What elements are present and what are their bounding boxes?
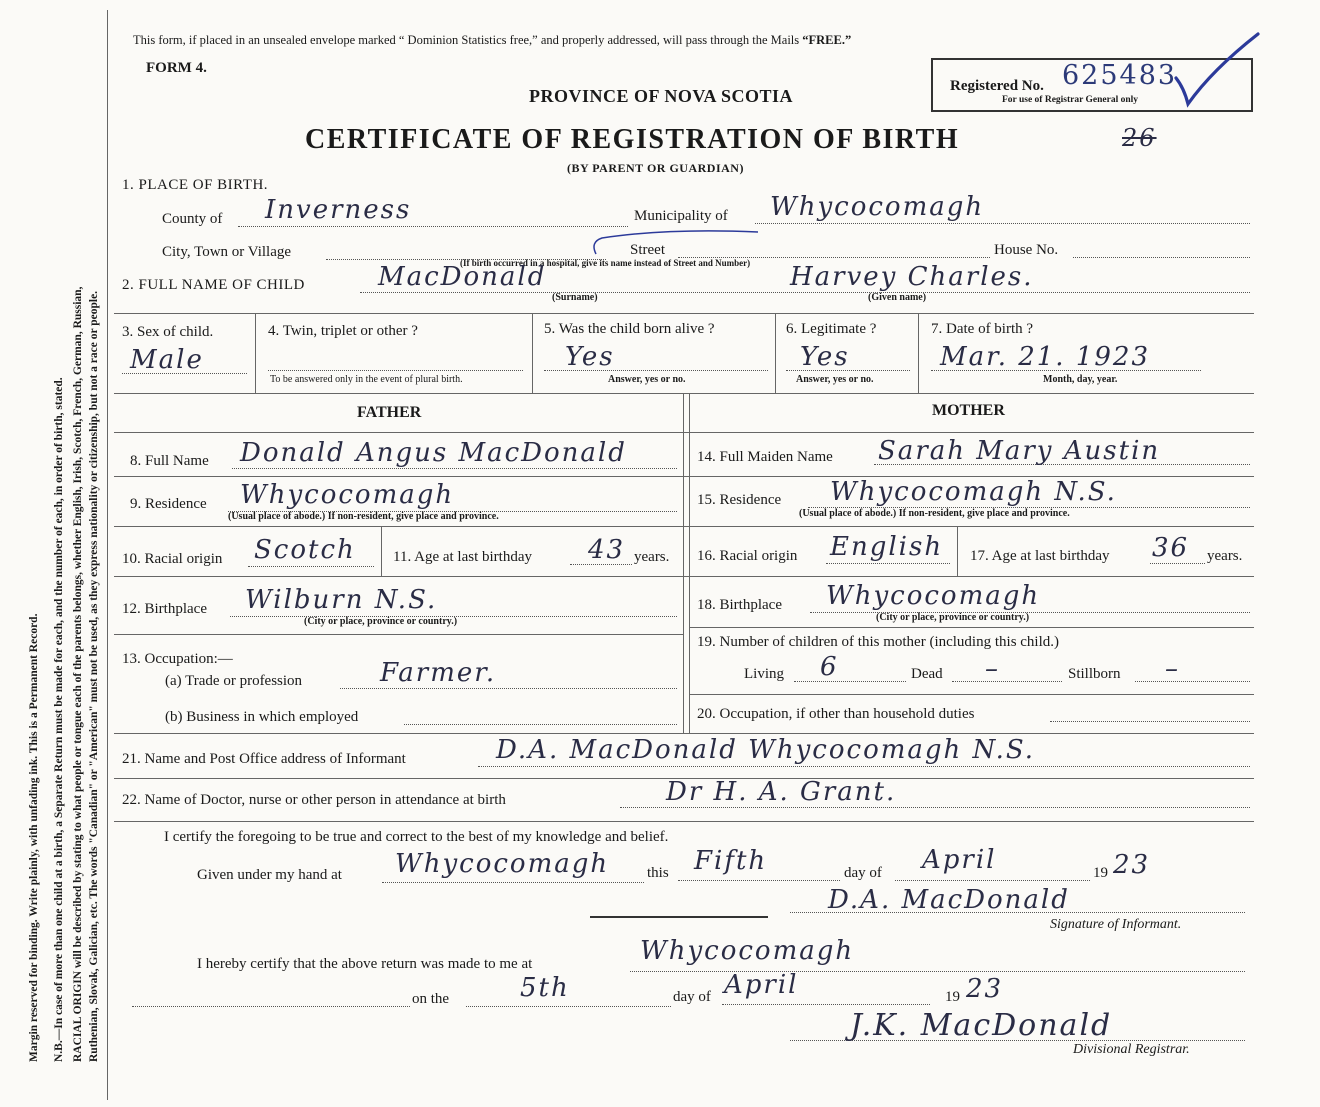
- col-divider-3: [255, 313, 256, 393]
- margin-note-2: N.B.—In case of more than one child at a birth, a Separate Return must be made for each, and the number of each, in order of birth, stated.: [53, 377, 65, 1062]
- mail-note: [133, 33, 851, 48]
- divider-row-10: [114, 576, 1254, 577]
- mother-racial-value: English: [830, 532, 944, 562]
- father-residence-label: 9. Residence: [130, 496, 207, 512]
- dead-line: [952, 681, 1062, 682]
- living-value: 6: [820, 652, 839, 682]
- registrar-dayof-label: day of: [673, 989, 711, 1005]
- children-label: 19. Number of children of this mother (including this child.): [697, 634, 1060, 650]
- mother-residence-label: 15. Residence: [697, 492, 782, 508]
- mother-years-label: years.: [1207, 548, 1243, 564]
- parent-divider-inner: [689, 393, 690, 733]
- col-divider-6: [918, 313, 919, 393]
- dob-value: Mar. 21. 1923: [940, 342, 1151, 372]
- divider-row-22: [114, 821, 1254, 822]
- given-place-value: Whycocomagh: [395, 849, 610, 879]
- given-day-line: [678, 880, 840, 881]
- place-of-birth-label: 1. PLACE OF BIRTH.: [122, 177, 269, 193]
- province-heading: PROVINCE OF NOVA SCOTIA: [529, 86, 794, 106]
- informant-signature-caption: Signature of Informant.: [1050, 917, 1182, 932]
- margin-note-3: RACIAL ORIGIN will be described by stating to what people or tongue each of the parents belongs, whether English, Irish, Scotch, French, German, Russian,: [72, 286, 84, 1062]
- mother-residence-value: Whycocomagh N.S.: [830, 477, 1117, 507]
- father-residence-note: (Usual place of abode.) If non-resident, give place and province.: [228, 511, 499, 522]
- binding-margin-rule: [107, 10, 108, 1100]
- mother-age-label: 17. Age at last birthday: [970, 548, 1110, 564]
- given-month-value: April: [922, 845, 997, 875]
- informant-line: [478, 766, 1250, 767]
- page-title: CERTIFICATE OF REGISTRATION OF BIRTH: [305, 124, 960, 155]
- registrar-signature: J.K. MacDonald: [850, 1008, 1113, 1043]
- occupation-label: 13. Occupation:—: [122, 651, 233, 667]
- mother-col-divider: [957, 526, 958, 576]
- father-residence-value: Whycocomagh: [240, 480, 455, 510]
- this-label: this: [647, 865, 669, 881]
- given-year-suffix: 23: [1113, 850, 1151, 880]
- legitimate-label: 6. Legitimate ?: [786, 321, 877, 337]
- registrar-place-value: Whycocomagh: [640, 936, 855, 966]
- registrar-place-line: [630, 971, 1245, 972]
- registrar-year-prefix: 19: [945, 989, 960, 1005]
- father-birthplace-note: (City or place, province or country.): [304, 616, 458, 627]
- business-line: [404, 724, 677, 725]
- father-heading: FATHER: [357, 404, 422, 421]
- divider-row-18-right: [689, 627, 1254, 628]
- doctor-value: Dr H. A. Grant.: [666, 777, 897, 807]
- twin-note: To be answered only in the event of plural birth.: [270, 374, 463, 385]
- on-the-label: on the: [412, 991, 450, 1007]
- twin-label: 4. Twin, triplet or other ?: [268, 323, 418, 339]
- stillborn-value: –: [1165, 654, 1180, 684]
- sex-value: Male: [130, 345, 204, 375]
- trade-label: (a) Trade or profession: [165, 673, 303, 689]
- given-place-line: [382, 882, 644, 883]
- registrar-caption: Divisional Registrar.: [1073, 1042, 1190, 1057]
- registrar-year-suffix: 23: [966, 974, 1004, 1004]
- sex-label: 3. Sex of child.: [122, 324, 214, 340]
- divider-parents-bottom: [114, 733, 1254, 734]
- registrar-month-line: [722, 1004, 930, 1005]
- mother-birthplace-note: (City or place, province or country.): [876, 612, 1030, 623]
- father-racial-line: [248, 566, 374, 567]
- mail-note-text: This form, if placed in an unsealed envelope marked “ Dominion Statistics free,” and properly addressed, will pass through the Mails: [133, 33, 800, 47]
- child-given-name: Harvey Charles.: [790, 262, 1034, 292]
- doctor-label: 22. Name of Doctor, nurse or other person in attendance at birth: [122, 792, 506, 808]
- twin-line: [268, 370, 523, 371]
- divider-row-9: [114, 526, 1254, 527]
- margin-note-1: Margin reserved for binding. Write plainly, with unfading ink. This is a Permanent Record.: [28, 613, 40, 1062]
- given-year-prefix: 19: [1093, 865, 1108, 881]
- municipality-line: [755, 223, 1250, 224]
- given-under-label: Given under my hand at: [197, 867, 342, 883]
- informant-value: D.A. MacDonald Whycocomagh N.S.: [496, 735, 1036, 765]
- county-label: County of: [162, 211, 223, 227]
- father-birthplace-value: Wilburn N.S.: [245, 585, 438, 615]
- registrar-month-value: April: [724, 970, 799, 1000]
- mother-racial-label: 16. Racial origin: [697, 548, 798, 564]
- registrar-statement: I hereby certify that the above return was made to me at: [197, 956, 533, 972]
- legitimate-note: Answer, yes or no.: [796, 374, 874, 385]
- surname-caption: (Surname): [552, 292, 598, 303]
- registrar-day-line: [466, 1006, 671, 1007]
- stillborn-line: [1135, 681, 1250, 682]
- legitimate-value: Yes: [800, 342, 850, 372]
- father-name-line: [232, 468, 677, 469]
- house-label: House No.: [994, 242, 1059, 258]
- alive-note: Answer, yes or no.: [608, 374, 686, 385]
- mother-birthplace-label: 18. Birthplace: [697, 597, 782, 613]
- mother-age-line: [1150, 563, 1205, 564]
- county-line: [238, 226, 628, 227]
- heading-divider: [114, 432, 1254, 433]
- municipality-label: Municipality of: [634, 208, 728, 224]
- alive-label: 5. Was the child born alive ?: [544, 321, 715, 337]
- mother-name-label: 14. Full Maiden Name: [697, 449, 833, 465]
- dead-label: Dead: [911, 666, 943, 682]
- given-month-line: [895, 880, 1090, 881]
- mail-note-free: “FREE.”: [802, 33, 852, 47]
- mother-racial-line: [826, 563, 950, 564]
- informant-signature: D.A. MacDonald: [828, 885, 1070, 915]
- father-col-divider: [381, 526, 382, 576]
- doctor-line: [620, 807, 1250, 808]
- col-divider-4: [532, 313, 533, 393]
- registrar-use-note: For use of Registrar General only: [1002, 95, 1139, 105]
- stillborn-label: Stillborn: [1068, 666, 1121, 682]
- margin-note-4: Ruthenian, Slovak, Galician, etc. The words "Canadian" or "American" must not be used, as they express nationality or citizenship, but not a race or people.: [88, 290, 100, 1062]
- alive-value: Yes: [565, 342, 615, 372]
- father-racial-label: 10. Racial origin: [122, 551, 223, 567]
- living-label: Living: [744, 666, 784, 682]
- street-label: Street: [630, 242, 665, 258]
- child-name-label: 2. FULL NAME OF CHILD: [122, 277, 305, 293]
- mother-occupation-label: 20. Occupation, if other than household duties: [697, 706, 975, 722]
- registrar-day-value: 5th: [520, 973, 570, 1003]
- dayof-label: day of: [844, 865, 882, 881]
- trade-line: [340, 688, 677, 689]
- pen-stroke-mark: [588, 228, 768, 258]
- col-divider-5: [775, 313, 776, 393]
- mother-residence-note: (Usual place of abode.) If non-resident, give place and province.: [799, 508, 1070, 519]
- given-day-value: Fifth: [694, 846, 768, 876]
- municipality-value: Whycocomagh: [770, 192, 985, 222]
- father-name-value: Donald Angus MacDonald: [240, 438, 627, 468]
- registered-number: 625483: [1062, 60, 1178, 91]
- divider-row-12-left: [114, 634, 683, 635]
- dob-note: Month, day, year.: [1043, 374, 1118, 385]
- registered-label: Registered No.: [950, 78, 1044, 94]
- given-caption: (Given name): [868, 292, 927, 303]
- house-line: [1073, 257, 1250, 258]
- corner-mark: 26: [1122, 124, 1157, 152]
- certify-statement: I certify the foregoing to be true and correct to the best of my knowledge and belief.: [164, 829, 669, 845]
- county-value: Inverness: [265, 195, 412, 225]
- father-racial-value: Scotch: [254, 535, 356, 565]
- child-surname: MacDonald: [378, 262, 547, 292]
- registrar-left-line: [132, 1006, 410, 1007]
- dob-label: 7. Date of birth ?: [931, 321, 1034, 337]
- father-years-label: years.: [634, 549, 670, 565]
- divider-row-19-right: [689, 694, 1254, 695]
- business-label: (b) Business in which employed: [165, 709, 359, 725]
- child-name-line: [360, 292, 1250, 293]
- form-number: FORM 4.: [146, 60, 207, 76]
- mother-heading: MOTHER: [932, 402, 1005, 419]
- short-rule: [590, 916, 768, 918]
- father-age-label: 11. Age at last birthday: [393, 549, 532, 565]
- parent-divider: [683, 393, 684, 733]
- mother-occupation-line: [1050, 721, 1250, 722]
- father-name-label: 8. Full Name: [130, 453, 209, 469]
- father-birthplace-label: 12. Birthplace: [122, 601, 207, 617]
- mother-age-value: 36: [1152, 533, 1190, 563]
- dead-value: –: [985, 654, 1000, 684]
- hospital-note: (If birth occurred in a hospital, give its name instead of Street and Number): [460, 258, 751, 268]
- living-line: [794, 681, 906, 682]
- mother-name-value: Sarah Mary Austin: [878, 436, 1161, 466]
- father-age-value: 43: [588, 535, 626, 565]
- mother-birthplace-value: Whycocomagh: [826, 581, 1041, 611]
- row-divider-bottom: [114, 393, 1254, 394]
- page-subtitle: (BY PARENT OR GUARDIAN): [567, 161, 744, 175]
- informant-label: 21. Name and Post Office address of Informant: [122, 751, 406, 767]
- check-mark-icon: [1172, 30, 1262, 110]
- row-divider-top: [114, 313, 1254, 314]
- city-label: City, Town or Village: [162, 244, 292, 260]
- trade-value: Farmer.: [380, 658, 497, 688]
